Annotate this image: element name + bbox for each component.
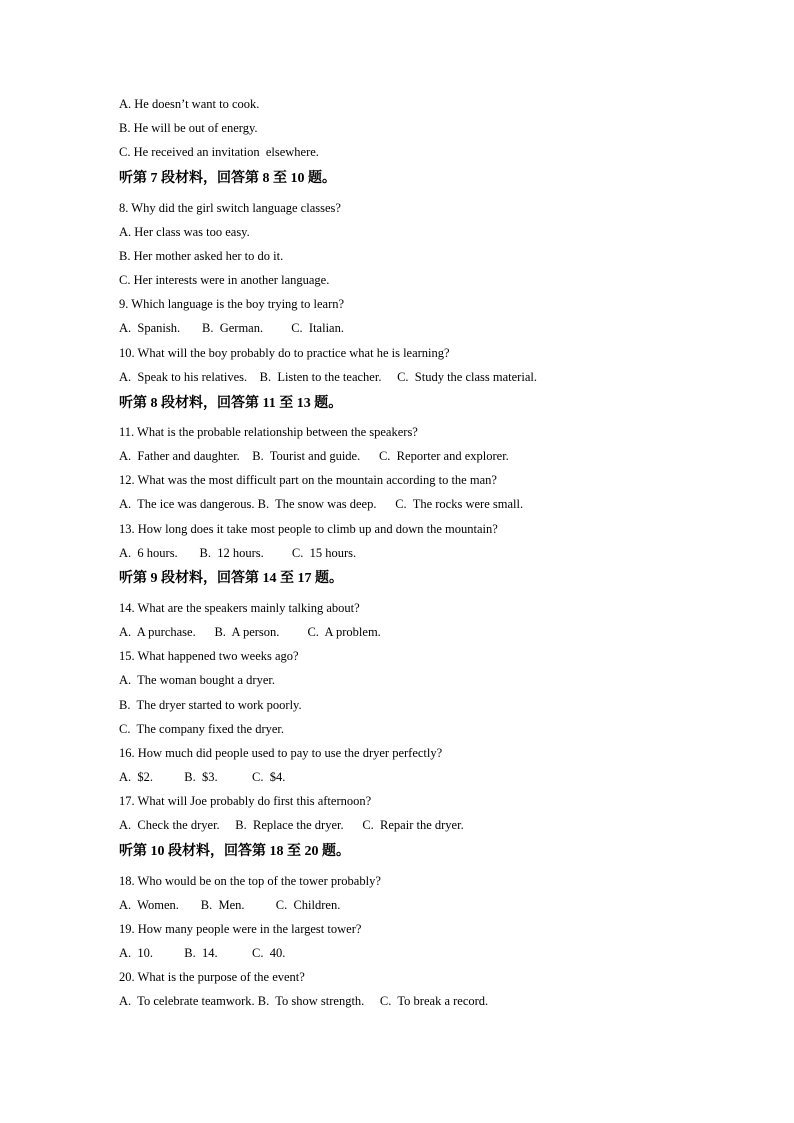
option-line: B. The dryer started to work poorly. <box>119 698 302 712</box>
question-line: 16. How much did people used to pay to use the dryer perfectly? <box>119 746 443 760</box>
option-line: A. Women. B. Men. C. Children. <box>119 898 341 912</box>
option-line: A. He doesn’t want to cook. <box>119 97 260 111</box>
option-line: A. 6 hours. B. 12 hours. C. 15 hours. <box>119 546 357 560</box>
option-line: A. 10. B. 14. C. 40. <box>119 946 286 960</box>
option-line: A. The ice was dangerous. B. The snow was deep. C. The rocks were small. <box>119 497 524 511</box>
question-line: 9. Which language is the boy trying to learn? <box>119 297 345 311</box>
question-line: 20. What is the purpose of the event? <box>119 970 305 984</box>
question-line: 11. What is the probable relationship between the speakers? <box>119 425 418 439</box>
question-line: 18. Who would be on the top of the tower probably? <box>119 874 381 888</box>
option-line: B. Her mother asked her to do it. <box>119 249 284 263</box>
option-line: A. Check the dryer. B. Replace the dryer. C. Repair the dryer. <box>119 818 464 832</box>
question-line: 12. What was the most difficult part on the mountain according to the man? <box>119 473 497 487</box>
question-line: 8. Why did the girl switch language classes? <box>119 201 341 215</box>
option-line: A. A purchase. B. A person. C. A problem. <box>119 625 381 639</box>
section-heading: 听第 9 段材料，回答第 14 至 17 题。 <box>119 571 343 586</box>
option-line: A. Father and daughter. B. Tourist and guide. C. Reporter and explorer. <box>119 449 509 463</box>
option-line: A. The woman bought a dryer. <box>119 673 275 687</box>
question-line: 14. What are the speakers mainly talking about? <box>119 601 360 615</box>
question-line: 19. How many people were in the largest tower? <box>119 922 362 936</box>
question-line: 15. What happened two weeks ago? <box>119 649 299 663</box>
section-heading: 听第 10 段材料，回答第 18 至 20 题。 <box>119 844 350 859</box>
option-line: A. Her class was too easy. <box>119 225 250 239</box>
option-line: C. He received an invitation elsewhere. <box>119 145 319 159</box>
section-heading: 听第 8 段材料，回答第 11 至 13 题。 <box>119 396 343 411</box>
question-line: 10. What will the boy probably do to practice what he is learning? <box>119 346 450 360</box>
section-heading: 听第 7 段材料，回答第 8 至 10 题。 <box>119 171 336 186</box>
option-line: A. Spanish. B. German. C. Italian. <box>119 321 344 335</box>
option-line: B. He will be out of energy. <box>119 121 258 135</box>
question-line: 17. What will Joe probably do first this afternoon? <box>119 794 372 808</box>
option-line: C. The company fixed the dryer. <box>119 722 285 736</box>
option-line: A. Speak to his relatives. B. Listen to the teacher. C. Study the class material. <box>119 370 537 384</box>
option-line: A. $2. B. $3. C. $4. <box>119 770 286 784</box>
question-line: 13. How long does it take most people to climb up and down the mountain? <box>119 522 498 536</box>
option-line: A. To celebrate teamwork. B. To show strength. C. To break a record. <box>119 994 489 1008</box>
option-line: C. Her interests were in another language. <box>119 273 330 287</box>
